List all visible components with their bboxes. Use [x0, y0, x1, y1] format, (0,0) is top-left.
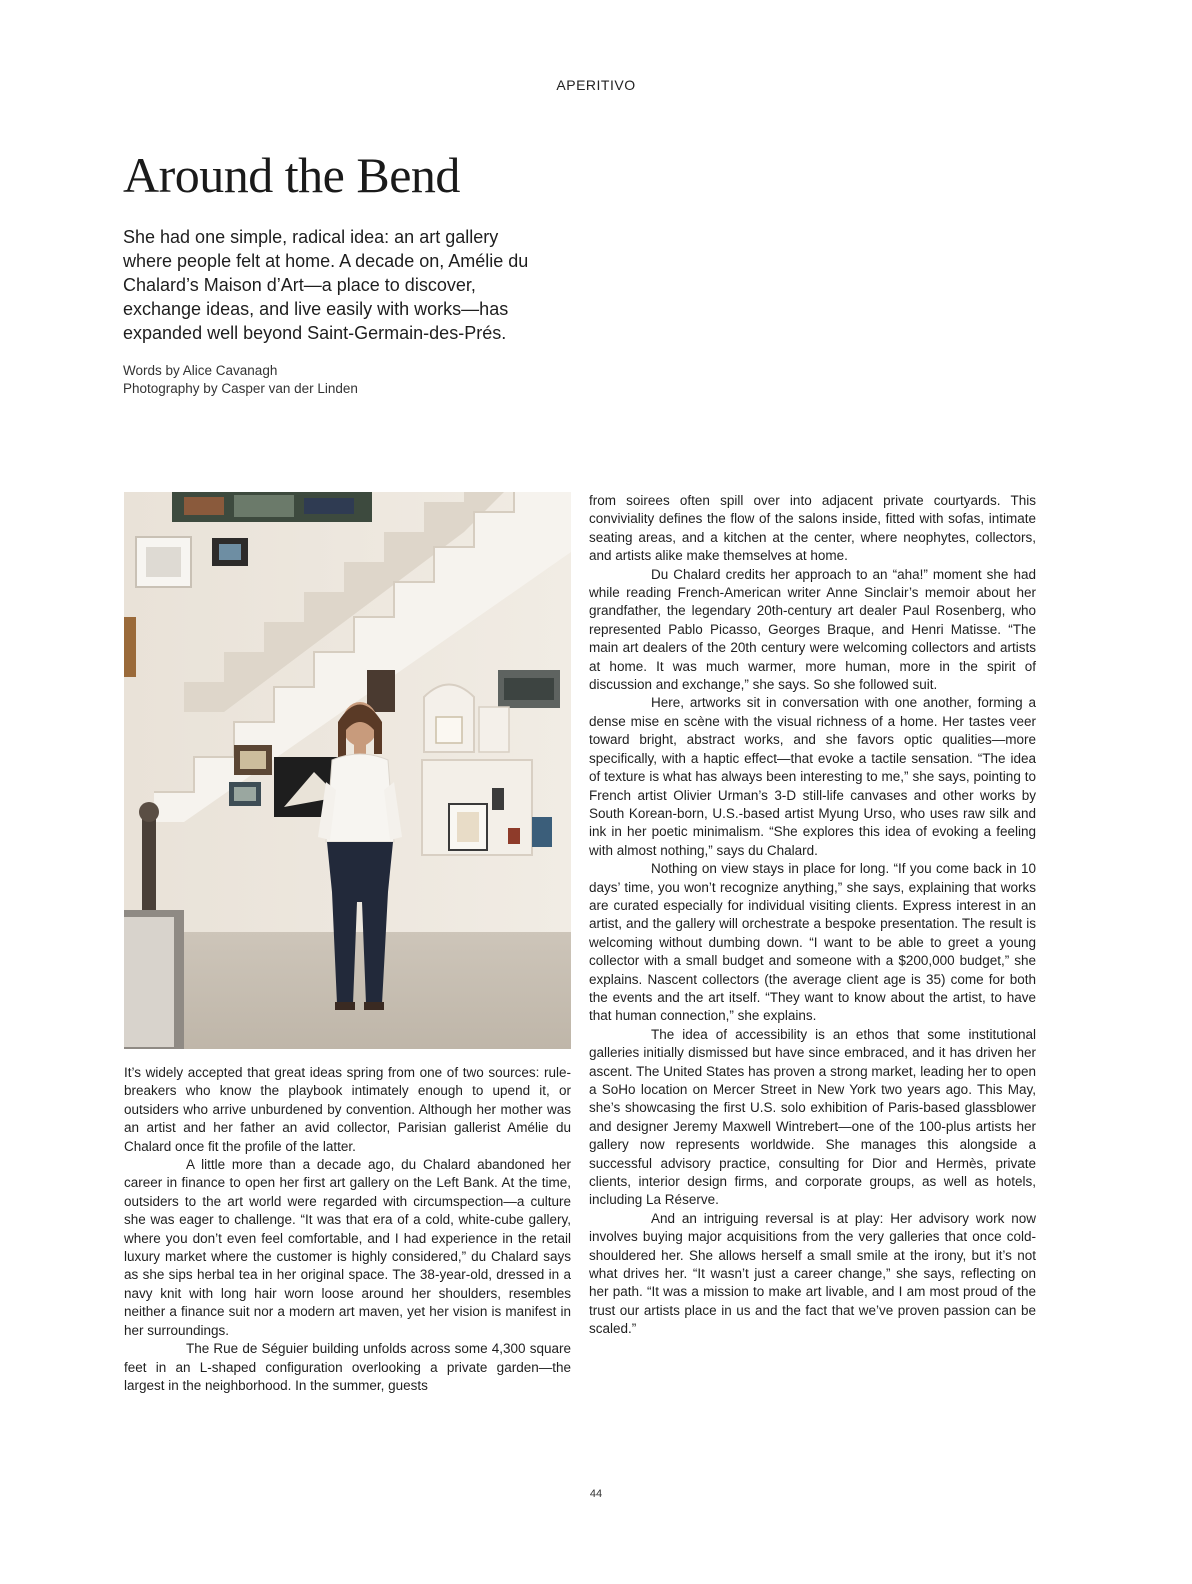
body-paragraph: The idea of accessibility is an ethos that some institutional galleries initially dismissed but have since embraced, and it has driven her ascent. The United States has proven a strong market, leading her to open a SoHo location on Mercer Street in New York two years ago. This May, she’s showcasing the first U.S. solo exhibition of Paris-based glassblower and designer Jeremy Maxwell Wintrebert—one of the 100-plus artists her gallery now represents worldwide. She manages this alongside a successful advisory practice, consulting for Dior and Hermès, private clients, interior design firms, and corporate groups, as well as hotels, including La Réserve.	[589, 1026, 1036, 1208]
body-paragraph: The Rue de Séguier building unfolds across some 4,300 square feet in an L-shaped configuration overlooking a private garden—the largest in the neighborhood. In the summer, guests	[124, 1341, 571, 1393]
body-paragraph: Nothing on view stays in place for long. “If you come back in 10 days’ time, you won’t recognize anything,” she says, explaining that works are curated especially for individual visiting clients. Express interest in an artist, and the gallery will orchestrate a bespoke presentation. The result is welcoming without dumbing down. “I want to be able to greet a young collector with a small budget and someone with a $200,000 budget,” she explains. Nascent collectors (the average client age is 35) come for both the events and the art itself. “They want to know about the artist, to have that human connection,” she explains.	[589, 861, 1036, 1024]
body-paragraph: from soirees often spill over into adjacent private courtyards. This conviviality defines the flow of the salons inside, fitted with sofas, intimate seating areas, and a kitchen at the center, where neophytes, collectors, and artists alike make themselves at home.	[589, 493, 1036, 564]
article-body-right-column	[589, 492, 1036, 1339]
gallery-portrait-photo	[124, 492, 571, 1049]
byline: Words by Alice Cavanagh	[123, 363, 278, 378]
page-number: 44	[589, 1488, 603, 1500]
section-label: APERITIVO	[556, 77, 636, 93]
body-paragraph: Du Chalard credits her approach to an “aha!” moment she had while reading French-American writer Anne Sinclair’s memoir about her grandfather, the legendary 20th-century art dealer Paul Rosenberg, who represented Pablo Picasso, Georges Braque, and Henri Matisse. “The main art dealers of the 20th century were welcoming collectors and artists at home. It was much warmer, more human, more in the spirit of discussion and exchange,” she says. So she followed suit.	[589, 566, 1036, 693]
body-paragraph: And an intriguing reversal is at play: Her advisory work now involves buying major acquisitions from the very galleries that once cold-shouldered her. She allows herself a small smile at the irony, but it’s not what drives her. “It wasn’t just a career change,” she says, reflecting on her path. “It was a mission to make art livable, and I am most proud of the trust our artists place in us and the fact that we’ve proven passion can be scaled.”	[589, 1210, 1036, 1337]
article-credits	[123, 362, 523, 398]
article-title: Around the Bend	[123, 147, 460, 203]
article-body-left-column	[124, 1064, 571, 1395]
photo-credit: Photography by Casper van der Linden	[123, 381, 358, 396]
body-paragraph: It’s widely accepted that great ideas spring from one of two sources: rule-breakers who know the playbook intimately enough to upend it, or outsiders who arrive unburdened by convention. Although her mother was an artist and her father an avid collector, Parisian gallerist Amélie du Chalard once fit the profile of the latter.	[124, 1065, 571, 1154]
body-paragraph: Here, artworks sit in conversation with one another, forming a dense mise en scène with the visual richness of a home. Her tastes veer toward bright, abstract works, and she favors optic qualities—more specifically, with a haptic effect—that evoke a tactile sensation. “The idea of texture is what has always been interesting to me,” she says, pointing to French artist Olivier Urman’s 3-D still-life canvases and other works by South Korean-born, U.S.-based artist Myung Urso, who uses raw silk and ink in her poetic minimalism. “She explores this idea of evoking a feeling with almost nothing,” says du Chalard.	[589, 695, 1036, 858]
body-paragraph: A little more than a decade ago, du Chalard abandoned her career in finance to open her first art gallery on the Left Bank. At the time, outsiders to the art world were regarded with circumspection—a culture she was eager to challenge. “It was that era of a cold, white-cube gallery, where you don’t even feel comfortable, and I had experience in the retail luxury market where the customer is highly considered,” du Chalard says as she sips herbal tea in her original space. The 38-year-old, dressed in a navy knit with long hair worn loose around her shoulders, resembles neither a finance suit nor a modern art maven, yet her vision is manifest in her surroundings.	[124, 1157, 571, 1338]
article-dek: She had one simple, radical idea: an art gallery where people felt at home. A decade on, Amélie du Chalard’s Maison d’Art—a place to discover, exchange ideas, and live easily with works—has expanded well beyond Saint-Germain-des-Prés.	[123, 227, 529, 343]
